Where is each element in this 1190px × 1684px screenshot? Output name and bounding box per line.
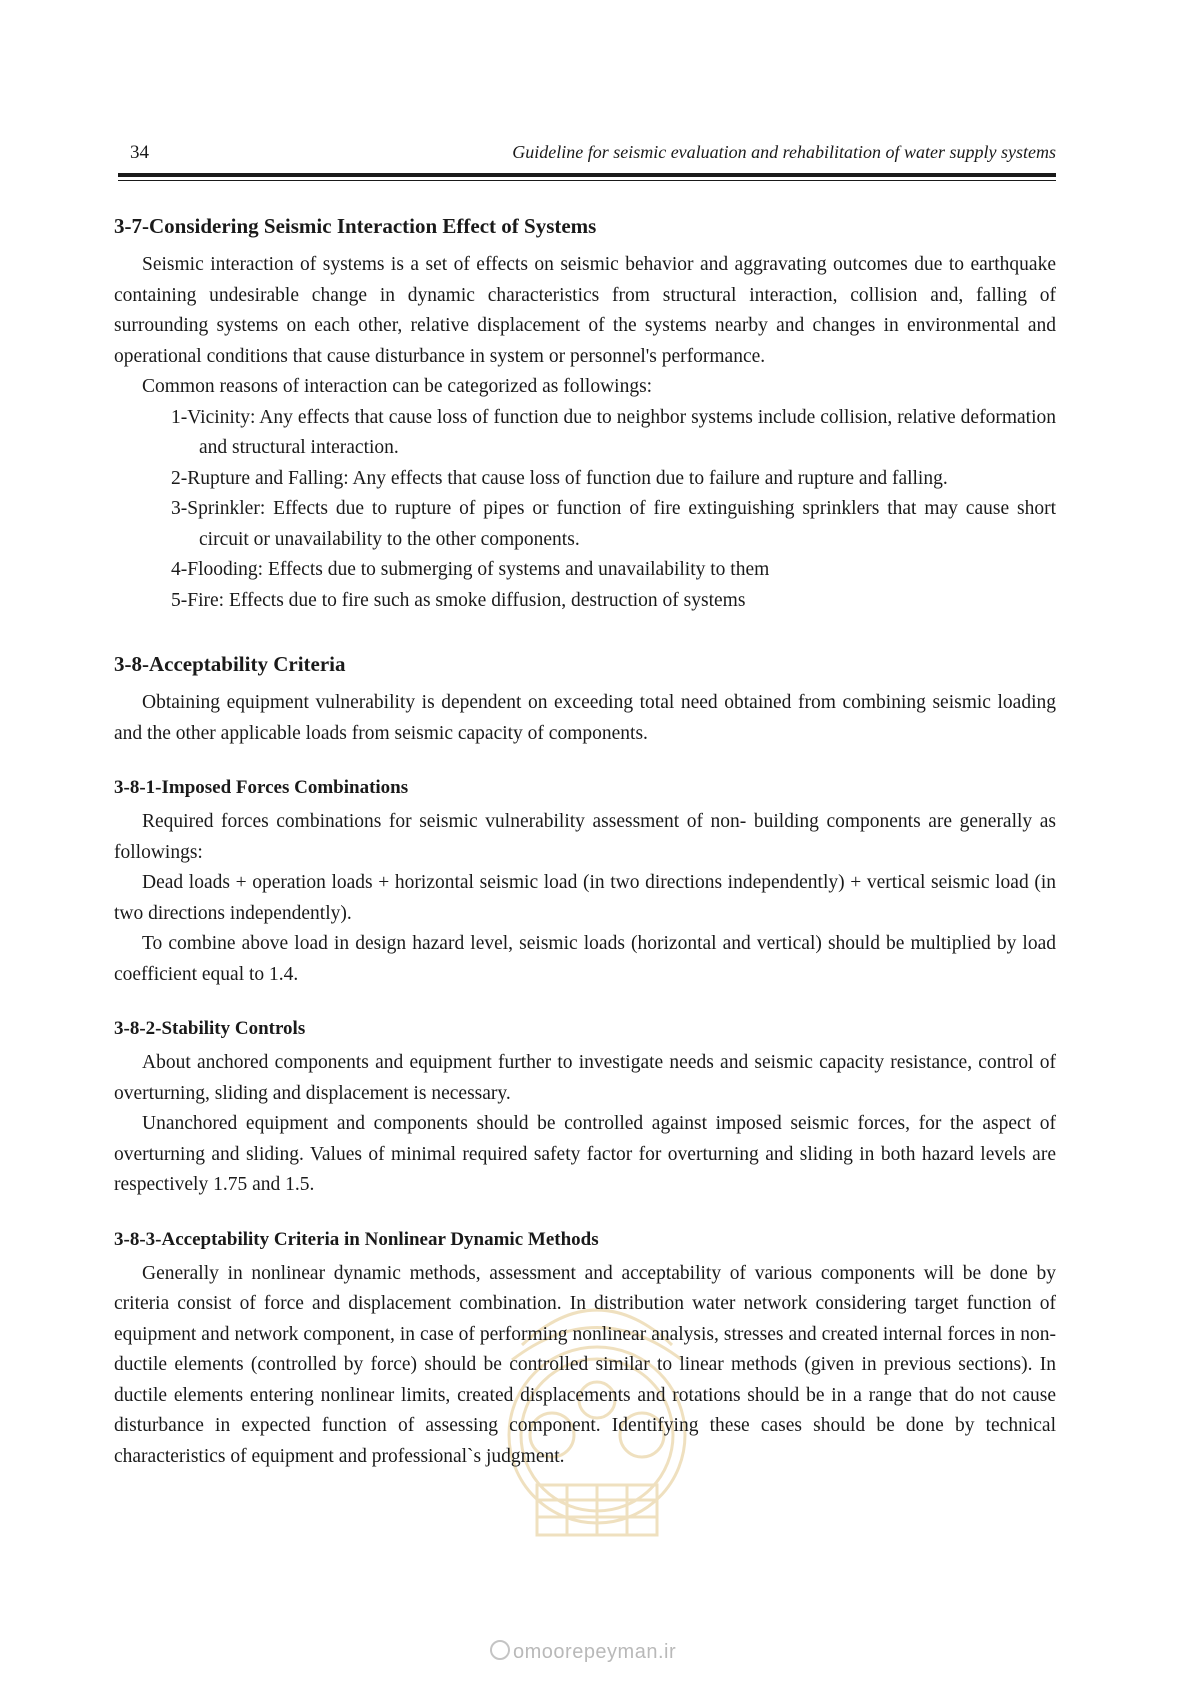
- watermark-url: omoorepeyman.ir: [513, 1641, 677, 1663]
- paragraph: Unanchored equipment and components should be controlled against imposed seismic forces, for the aspect of overturning and sliding. Values of minimal required safety factor for overturning and sliding in both hazard levels are respectively 1.75 and 1.5.: [114, 1113, 1056, 1195]
- section-heading-3-7: 3-7-Considering Seismic Interaction Effect of Systems: [114, 214, 597, 238]
- paragraph: Seismic interaction of systems is a set of effects on seismic behavior and aggravating outcomes due to earthquake containing undesirable change in dynamic characteristics from structural interaction, collision and, falling of surrounding systems on each other, relative displacement of the systems nearby and changes in environmental and operational conditions that cause disturbance in system or personnel's performance.: [114, 254, 1056, 367]
- paragraph: Common reasons of interaction can be categorized as followings:: [142, 376, 653, 397]
- list-item: 1-Vicinity: Any effects that cause loss of function due to neighbor systems include collision, relative deformation and structural interaction.: [171, 406, 1056, 458]
- interaction-reasons-list: [114, 403, 1056, 617]
- list-item: 2-Rupture and Falling: Any effects that cause loss of function due to failure and rupture and falling.: [171, 467, 948, 489]
- section-heading-3-8-1: 3-8-1-Imposed Forces Combinations: [114, 777, 409, 798]
- paragraph: Dead loads + operation loads + horizontal seismic load (in two directions independently) + vertical seismic load (in two directions independently).: [114, 872, 1056, 924]
- paragraph: About anchored components and equipment further to investigate needs and seismic capacity resistance, control of overturning, sliding and displacement is necessary.: [114, 1052, 1056, 1104]
- paragraph: Generally in nonlinear dynamic methods, assessment and acceptability of various components will be done by criteria consist of force and displacement combination. In distribution water network considering target function of equipment and network component, in case of performing nonlinear analysis, stresses and created internal forces in non-ductile elements (controlled by force) should be controlled similar to linear methods (given in previous sections). In ductile elements entering nonlinear limits, created displacements and rotations should be in a range that do not cause disturbance in expected function of assessing component. Identifying these cases should be done by technical characteristics of equipment and professional`s judgment.: [114, 1262, 1056, 1467]
- main-content: [114, 212, 1056, 1472]
- section-heading-3-8-3: 3-8-3-Acceptability Criteria in Nonlinear Dynamic Methods: [114, 1228, 599, 1250]
- running-title: Guideline for seismic evaluation and rehabilitation of water supply systems: [512, 142, 1056, 162]
- section-heading-3-8-2: 3-8-2-Stability Controls: [114, 1018, 306, 1039]
- watermark-text: [490, 1640, 676, 1664]
- page-header: [118, 138, 1056, 168]
- globe-icon: [490, 1640, 510, 1660]
- list-item: 3-Sprinkler: Effects due to rupture of pipes or function of fire extinguishing sprinklers that may cause short circuit or unavailability to the other components.: [171, 498, 1056, 550]
- paragraph: Obtaining equipment vulnerability is dependent on exceeding total need obtained from combining seismic loading and the other applicable loads from seismic capacity of components.: [114, 692, 1056, 744]
- list-item: 4-Flooding: Effects due to submerging of systems and unavailability to them: [171, 559, 770, 580]
- header-rule-thick: [118, 173, 1056, 177]
- section-heading-3-8: 3-8-Acceptability Criteria: [114, 652, 346, 676]
- paragraph: Required forces combinations for seismic vulnerability assessment of non- building components are generally as followings:: [114, 811, 1056, 863]
- page-number: 34: [130, 142, 149, 163]
- header-rule-thin: [118, 180, 1056, 181]
- paragraph: To combine above load in design hazard level, seismic loads (horizontal and vertical) should be multiplied by load coefficient equal to 1.4.: [114, 933, 1056, 985]
- list-item: 5-Fire: Effects due to fire such as smoke diffusion, destruction of systems: [171, 589, 746, 611]
